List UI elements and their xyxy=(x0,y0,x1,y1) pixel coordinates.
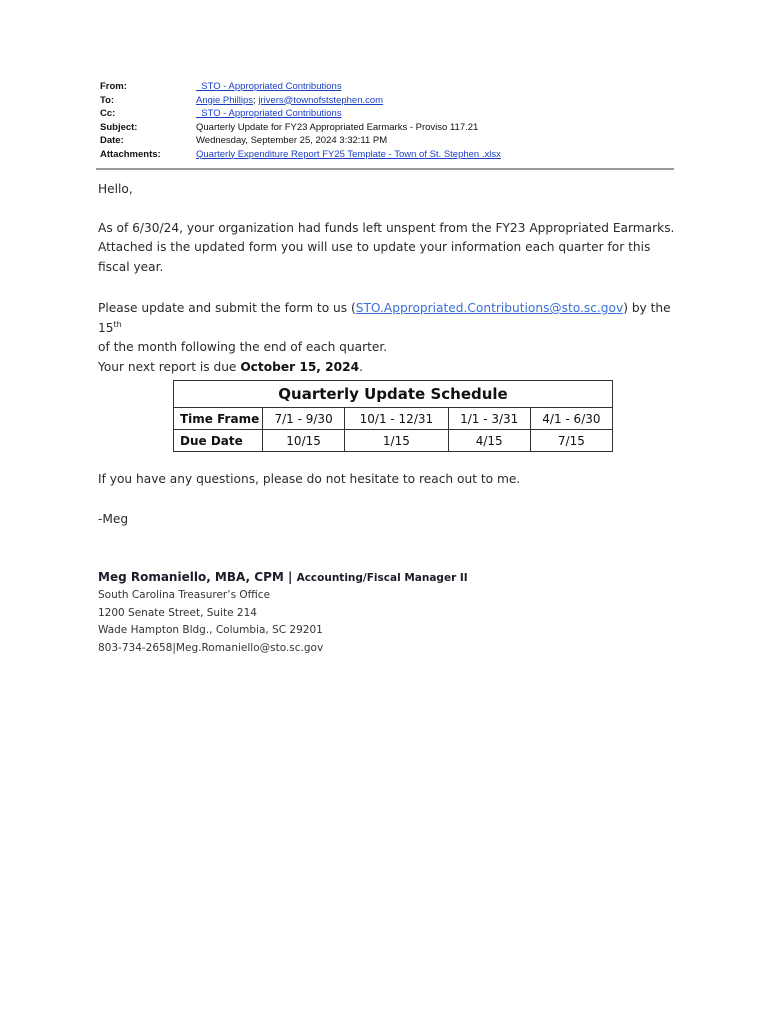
ordinal-suffix: th xyxy=(113,319,122,329)
table-cell: 7/1 - 9/30 xyxy=(263,408,345,430)
attachments-label: Attachments: xyxy=(100,148,161,160)
due-text-pre: Your next report is due xyxy=(98,359,241,374)
cc-row xyxy=(100,107,674,121)
date-row xyxy=(100,134,674,148)
paragraph-submit-instructions xyxy=(98,299,678,358)
table-title: Quarterly Update Schedule xyxy=(174,381,613,408)
signature-name: Meg Romaniello, MBA, CPM xyxy=(98,570,284,584)
signature-office: South Carolina Treasurer’s Office xyxy=(98,589,271,601)
to-separator: ; xyxy=(253,94,259,106)
submit-text-mid: ) by the 15 xyxy=(98,301,671,335)
to-row xyxy=(100,94,674,108)
cc-link[interactable]: _STO - Appropriated Contributions xyxy=(196,108,342,119)
paragraph-due-date xyxy=(98,358,678,378)
submit-text-post: of the month following the end of each quarter. xyxy=(98,340,388,354)
from-label: From: xyxy=(100,81,127,92)
cc-label: Cc: xyxy=(100,108,116,119)
due-date-label: Due Date xyxy=(174,430,263,452)
table-cell: 1/15 xyxy=(345,430,448,452)
from-row xyxy=(100,80,674,94)
attachments-row xyxy=(100,148,674,162)
from-link[interactable]: _STO - Appropriated Contributions xyxy=(196,81,342,92)
signature-separator: | xyxy=(283,570,297,584)
submit-text-pre: Please update and submit the form to us ( xyxy=(98,301,356,315)
to-link-2[interactable]: jrivers@townofststephen.com xyxy=(258,94,384,106)
signature-title: Accounting/Fiscal Manager II xyxy=(296,572,468,584)
subject-value: Quarterly Update for FY23 Appropriated Earmarks - Proviso 117.21 xyxy=(196,121,479,133)
email-body xyxy=(98,180,678,377)
questions-text: If you have any questions, please do not hesitate to reach out to me. xyxy=(98,472,521,486)
closing xyxy=(98,470,678,529)
email-link[interactable]: STO.Appropriated.Contributions@sto.sc.gov xyxy=(355,301,624,315)
date-value: Wednesday, September 25, 2024 3:32:11 PM xyxy=(196,135,388,146)
due-text-post: . xyxy=(359,359,363,374)
quarterly-schedule-table xyxy=(173,380,613,452)
table-cell: 10/1 - 12/31 xyxy=(345,408,448,430)
signoff: -Meg xyxy=(98,511,129,526)
signature-name-line xyxy=(98,568,468,587)
header-divider xyxy=(96,168,674,170)
table-row xyxy=(174,408,613,430)
table-cell: 1/1 - 3/31 xyxy=(448,408,530,430)
signature-contact: 803-734-2658|Meg.Romaniello@sto.sc.gov xyxy=(98,641,324,654)
table-cell: 7/15 xyxy=(530,430,612,452)
time-frame-label: Time Frame xyxy=(174,408,263,430)
greeting: Hello, xyxy=(98,182,133,196)
subject-label: Subject: xyxy=(100,121,138,133)
signature-address-1: 1200 Senate Street, Suite 214 xyxy=(98,606,257,619)
due-date-bold: October 15, 2024 xyxy=(240,359,360,374)
to-label: To: xyxy=(100,94,115,106)
signature-block xyxy=(98,568,468,657)
email-header xyxy=(100,80,674,161)
signature-address-2: Wade Hampton Bldg., Columbia, SC 29201 xyxy=(98,624,323,636)
date-label: Date: xyxy=(100,135,124,146)
subject-row xyxy=(100,121,674,135)
table-cell: 4/15 xyxy=(448,430,530,452)
table-row xyxy=(174,430,613,452)
to-link-1[interactable]: Angie Phillips xyxy=(196,94,254,106)
attachment-link[interactable]: Quarterly Expenditure Report FY25 Template - Town of St. Stephen .xlsx xyxy=(196,148,501,160)
table-cell: 4/1 - 6/30 xyxy=(530,408,612,430)
table-cell: 10/15 xyxy=(263,430,345,452)
paragraph-unspent-funds: As of 6/30/24, your organization had funds left unspent from the FY23 Appropriated Earmarks. Attached is the updated form you will use to update your information each quarter for this fiscal year. xyxy=(98,220,675,274)
